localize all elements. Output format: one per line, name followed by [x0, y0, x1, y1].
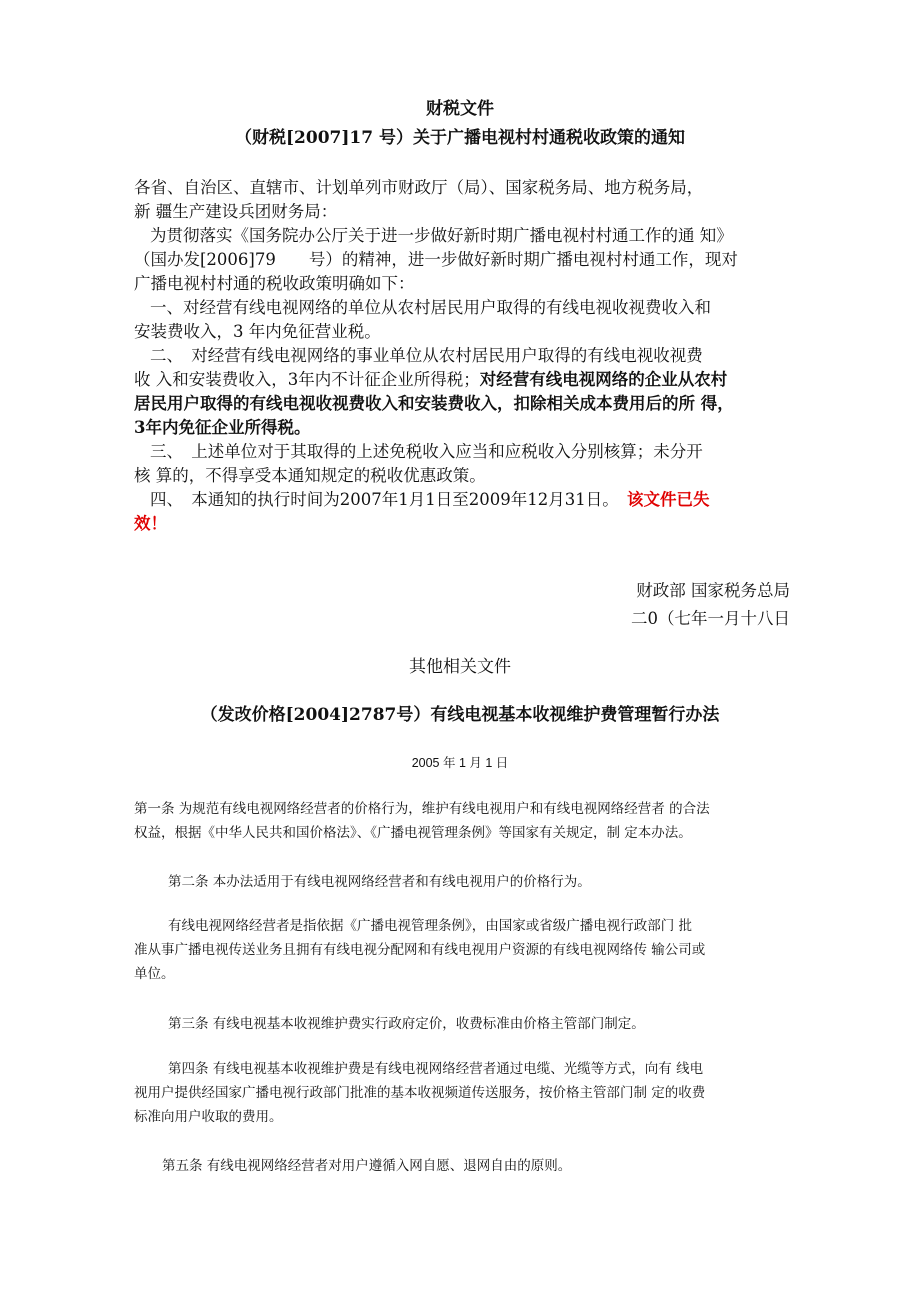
intro-paragraph: （国办发[2006]79 号）的精神，进一步做好新时期广播电视村村通工作，现对 — [134, 250, 738, 269]
item-four — [134, 488, 794, 512]
article-line: 第五条 有线电视网络经营者对用户遵循入网自愿、退网自由的原则。 — [162, 1158, 572, 1174]
address-line: 新 疆生产建设兵团财务局： — [134, 202, 338, 221]
expired-notice: 该文件已失 — [626, 490, 710, 509]
article-line: 视用户提供经国家广播电视行政部门批准的基本收视频道传送服务，按价格主管部门制 定的收费 — [134, 1085, 706, 1101]
intro-paragraph: 为贯彻落实《国务院办公厅关于进一步做好新时期广播电视村村通工作的通 知》 — [150, 226, 733, 245]
article-line: 准从事广播电视传送业务且拥有有线电视分配网和有线电视用户资源的有线电视网络传 输公司或 — [134, 942, 706, 958]
intro-paragraph: 广播电视村村通的税收政策明确如下： — [134, 274, 415, 293]
item-two: 居民用户取得的有线电视收视费收入和安装费收入，扣除相关成本费用后的所 得， — [134, 394, 734, 413]
article-line: 有线电视网络经营者是指依据《广播电视管理条例》，由国家或省级广播电视行政部门 批 — [168, 918, 693, 934]
item-one: 安装费收入，3 年内免征营业税。 — [134, 322, 381, 341]
article-line: 第二条 本办法适用于有线电视网络经营者和有线电视用户的价格行为。 — [168, 874, 591, 890]
article-line: 权益，根据《中华人民共和国价格法》、《广播电视管理条例》等国家有关规定，制 定本办法。 — [134, 825, 692, 841]
item-three: 三、 上述单位对于其取得的上述免税收入应当和应税收入分别核算；未分开 — [150, 442, 703, 461]
item-three: 核 算的，不得享受本通知规定的税收优惠政策。 — [134, 466, 486, 485]
doc-subtitle: （财税[2007]17 号）关于广播电视村村通税收政策的通知 — [235, 128, 685, 148]
signature-org: 财政部 国家税务总局 — [636, 581, 790, 600]
article-line: 单位。 — [134, 966, 175, 982]
item-two-bold-text: 对经营有线电视网络的企业从农村 — [479, 370, 728, 389]
item-two: 二、 对经营有线电视网络的事业单位从农村居民用户取得的有线电视收视费 — [150, 346, 703, 365]
section-heading: 其他相关文件 — [409, 657, 511, 677]
address-line: 各省、自治区、直辖市、计划单列市财政厅（局）、国家税务局、地方税务局， — [134, 178, 704, 197]
article-one — [134, 797, 794, 845]
article-five — [134, 1154, 794, 1178]
doc-title: 财税文件 — [426, 99, 494, 119]
regulation-date: 2005 年 1 月 1 日 — [411, 756, 509, 770]
article-line: 第三条 有线电视基本收视维护费实行政府定价，收费标准由价格主管部门制定。 — [168, 1016, 645, 1032]
regulation-title: （发改价格[2004]2787号）有线电视基本收视维护费管理暂行办法 — [200, 705, 720, 725]
signature-date: 二0（七年一月十八日 — [631, 609, 790, 628]
article-three — [134, 1012, 794, 1036]
item-four-text: 四、 本通知的执行时间为2007年1月1日至2009年12月31日。 — [150, 490, 611, 509]
article-four — [134, 1057, 794, 1129]
item-two: 3年内免征企业所得税。 — [134, 418, 311, 437]
article-line: 第一条 为规范有线电视网络经营者的价格行为，维护有线电视用户和有线电视网络经营者 的合法 — [134, 801, 710, 817]
item-one: 一、对经营有线电视网络的单位从农村居民用户取得的有线电视收视费收入和 — [150, 298, 711, 317]
expired-notice: 效！ — [134, 514, 167, 533]
notice-body — [134, 176, 794, 536]
article-two — [134, 870, 794, 894]
item-two — [134, 368, 794, 392]
article-line: 第四条 有线电视基本收视维护费是有线电视网络经营者通过电缆、光缆等方式，向有 线电 — [168, 1061, 704, 1077]
definition-paragraph — [134, 914, 794, 986]
item-two-text: 收 入和安装费收入，3年内不计征企业所得税； — [134, 370, 480, 389]
article-line: 标准向用户收取的费用。 — [134, 1109, 283, 1125]
